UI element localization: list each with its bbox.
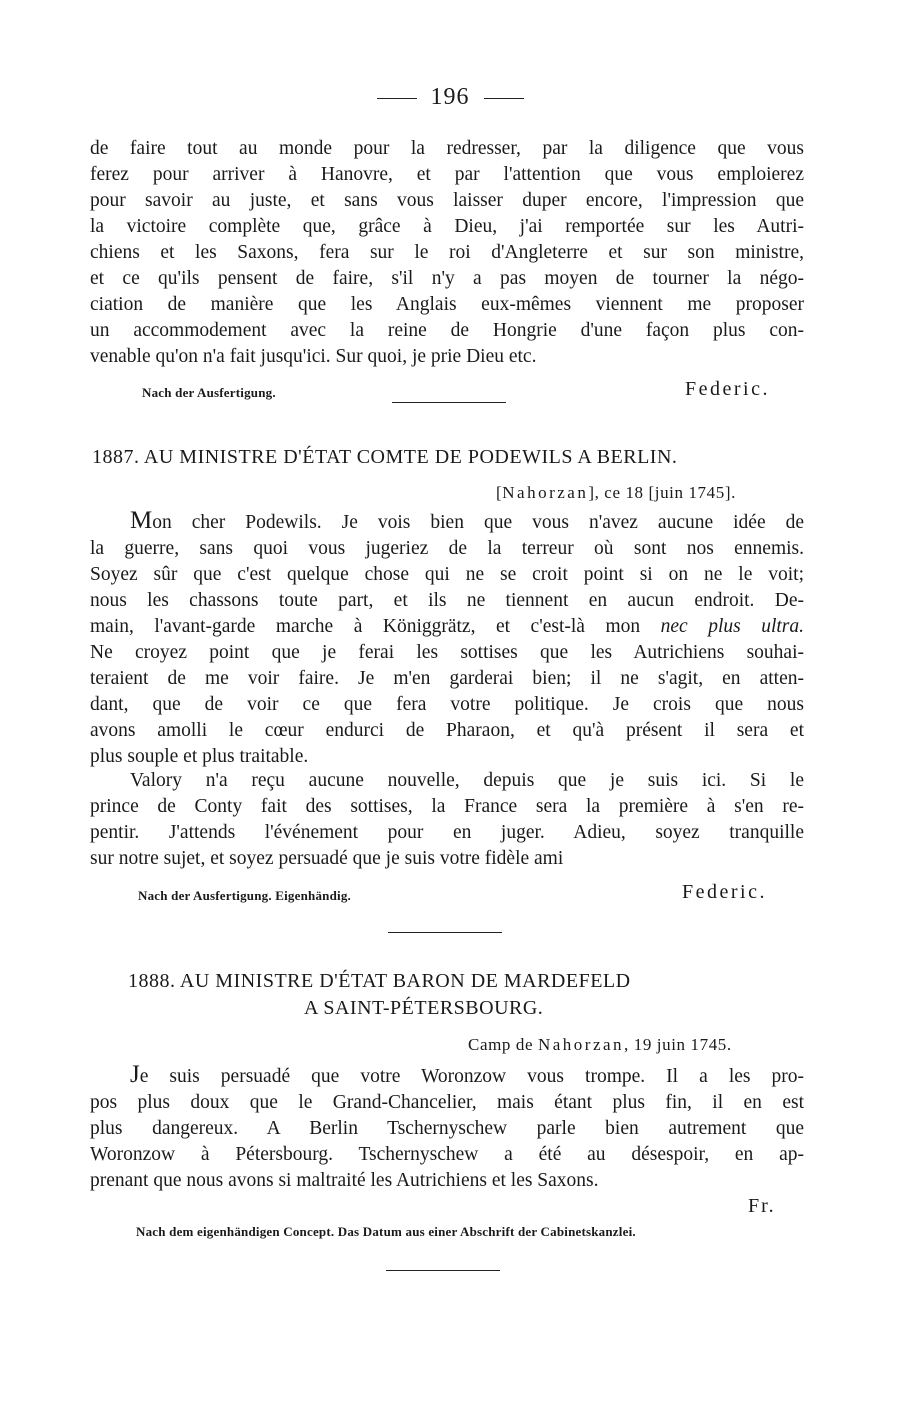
text-line: un accommodement avec la reine de Hongrie d'une façon plus con-	[90, 320, 804, 341]
text-line: avons amolli le cœur endurci de Pharaon, et qu'à présent il sera et	[90, 720, 804, 741]
initial-capital: M	[130, 507, 153, 534]
place-name: Nahorzan	[502, 483, 589, 502]
source-note: Nach der Ausfertigung. Eigenhändig.	[138, 888, 351, 903]
text-line: la guerre, sans quoi vous jugeriez de la terreur où sont nos ennemis.	[90, 538, 804, 559]
text-line: Valory n'a reçu aucune nouvelle, depuis que je suis ici. Si le	[130, 770, 804, 791]
dash-left	[377, 98, 417, 99]
text-line: dant, que de voir ce que fera votre politique. Je crois que nous	[90, 694, 804, 715]
letter-date-1888: Camp de Nahorzan, 19 juin 1745.	[468, 1035, 732, 1054]
text-line: Soyez sûr que c'est quelque chose qui ne se croit point si on ne le voit;	[90, 564, 804, 585]
place-name: Nahorzan	[537, 1035, 625, 1054]
separator-rule	[388, 932, 502, 933]
letter-1886-continuation	[90, 136, 804, 370]
text-line: pentir. J'attends l'événement pour en juger. Adieu, soyez tranquille	[90, 822, 804, 843]
letter-date-1887: [Nahorzan], ce 18 [juin 1745].	[496, 483, 736, 502]
text-line: pos plus doux que le Grand-Chancelier, mais étant plus fin, il en est	[90, 1092, 804, 1113]
letter-heading-1888: 1888. AU MINISTRE D'ÉTAT BARON DE MARDEFELD	[128, 970, 631, 992]
text-line: nous les chassons toute part, et ils ne tiennent en aucun endroit. De-	[90, 590, 804, 611]
text-line: Woronzow à Pétersbourg. Tschernyschew a été au désespoir, en ap-	[90, 1144, 804, 1165]
text-line: ciation de manière que les Anglais eux-mêmes viennent me proposer	[90, 294, 804, 315]
initial-capital: J	[130, 1061, 140, 1088]
text-line: venable qu'on n'a fait jusqu'ici. Sur quoi, je prie Dieu etc.	[90, 346, 537, 367]
separator-rule	[386, 1270, 500, 1271]
text-line: chiens et les Saxons, fera sur le roi d'Angleterre et sur son ministre,	[90, 242, 804, 263]
letter-1887-paragraph-1	[90, 508, 804, 770]
text-line: de faire tout au monde pour la redresser, par la diligence que vous	[90, 138, 804, 159]
text-line: et ce qu'ils pensent de faire, s'il n'y a pas moyen de tourner la négo-	[90, 268, 804, 289]
text-line: sur notre sujet, et soyez persuadé que je suis votre fidèle ami	[90, 848, 564, 869]
letter-heading-1888-line2: A SAINT-PÉTERSBOURG.	[304, 997, 544, 1019]
dash-right	[484, 98, 524, 99]
text-line: Ne croyez point que je ferai les sottises que les Autrichiens souhai-	[90, 642, 804, 663]
source-note: Nach der Ausfertigung.	[142, 385, 276, 400]
text-line: prenant que nous avons si maltraité les Autrichiens et les Saxons.	[90, 1170, 599, 1191]
text-line: plus dangereux. A Berlin Tschernyschew parle bien autrement que	[90, 1118, 804, 1139]
signature: Fr.	[748, 1195, 776, 1217]
text-line: teraient de me voir faire. Je m'en garderai bien; il ne s'agit, en atten-	[90, 668, 804, 689]
letter-1887-paragraph-2	[90, 768, 804, 872]
page-number: 196	[0, 84, 900, 111]
text-line: prince de Conty fait des sottises, la France sera la première à s'en re-	[90, 796, 804, 817]
text-line: Mon cher Podewils. Je vois bien que vous n'avez aucune idée de	[130, 507, 804, 534]
separator-rule	[392, 402, 506, 403]
text-line: ferez pour arriver à Hanovre, et par l'attention que vous emploierez	[90, 164, 804, 185]
text-line: main, l'avant-garde marche à Königgrätz, et c'est-là mon nec plus ultra.	[90, 616, 804, 637]
text-line: la victoire complète que, grâce à Dieu, j'ai remportée sur les Autri-	[90, 216, 804, 237]
italic-phrase: nec plus ultra.	[660, 616, 804, 637]
signature: Federic.	[685, 378, 770, 400]
source-note: Nach dem eigenhändigen Concept. Das Datum aus einer Abschrift der Cabinetskanzlei.	[136, 1224, 636, 1239]
text-line: plus souple et plus traitable.	[90, 746, 309, 767]
text-line: pour savoir au juste, et sans vous laisser duper encore, l'impression que	[90, 190, 804, 211]
signature: Federic.	[682, 881, 767, 903]
text-line: Je suis persuadé que votre Woronzow vous trompe. Il a les pro-	[130, 1061, 804, 1088]
letter-heading-1887: 1887. AU MINISTRE D'ÉTAT COMTE DE PODEWILS A BERLIN.	[92, 446, 678, 468]
letter-1888-paragraph	[90, 1062, 804, 1194]
